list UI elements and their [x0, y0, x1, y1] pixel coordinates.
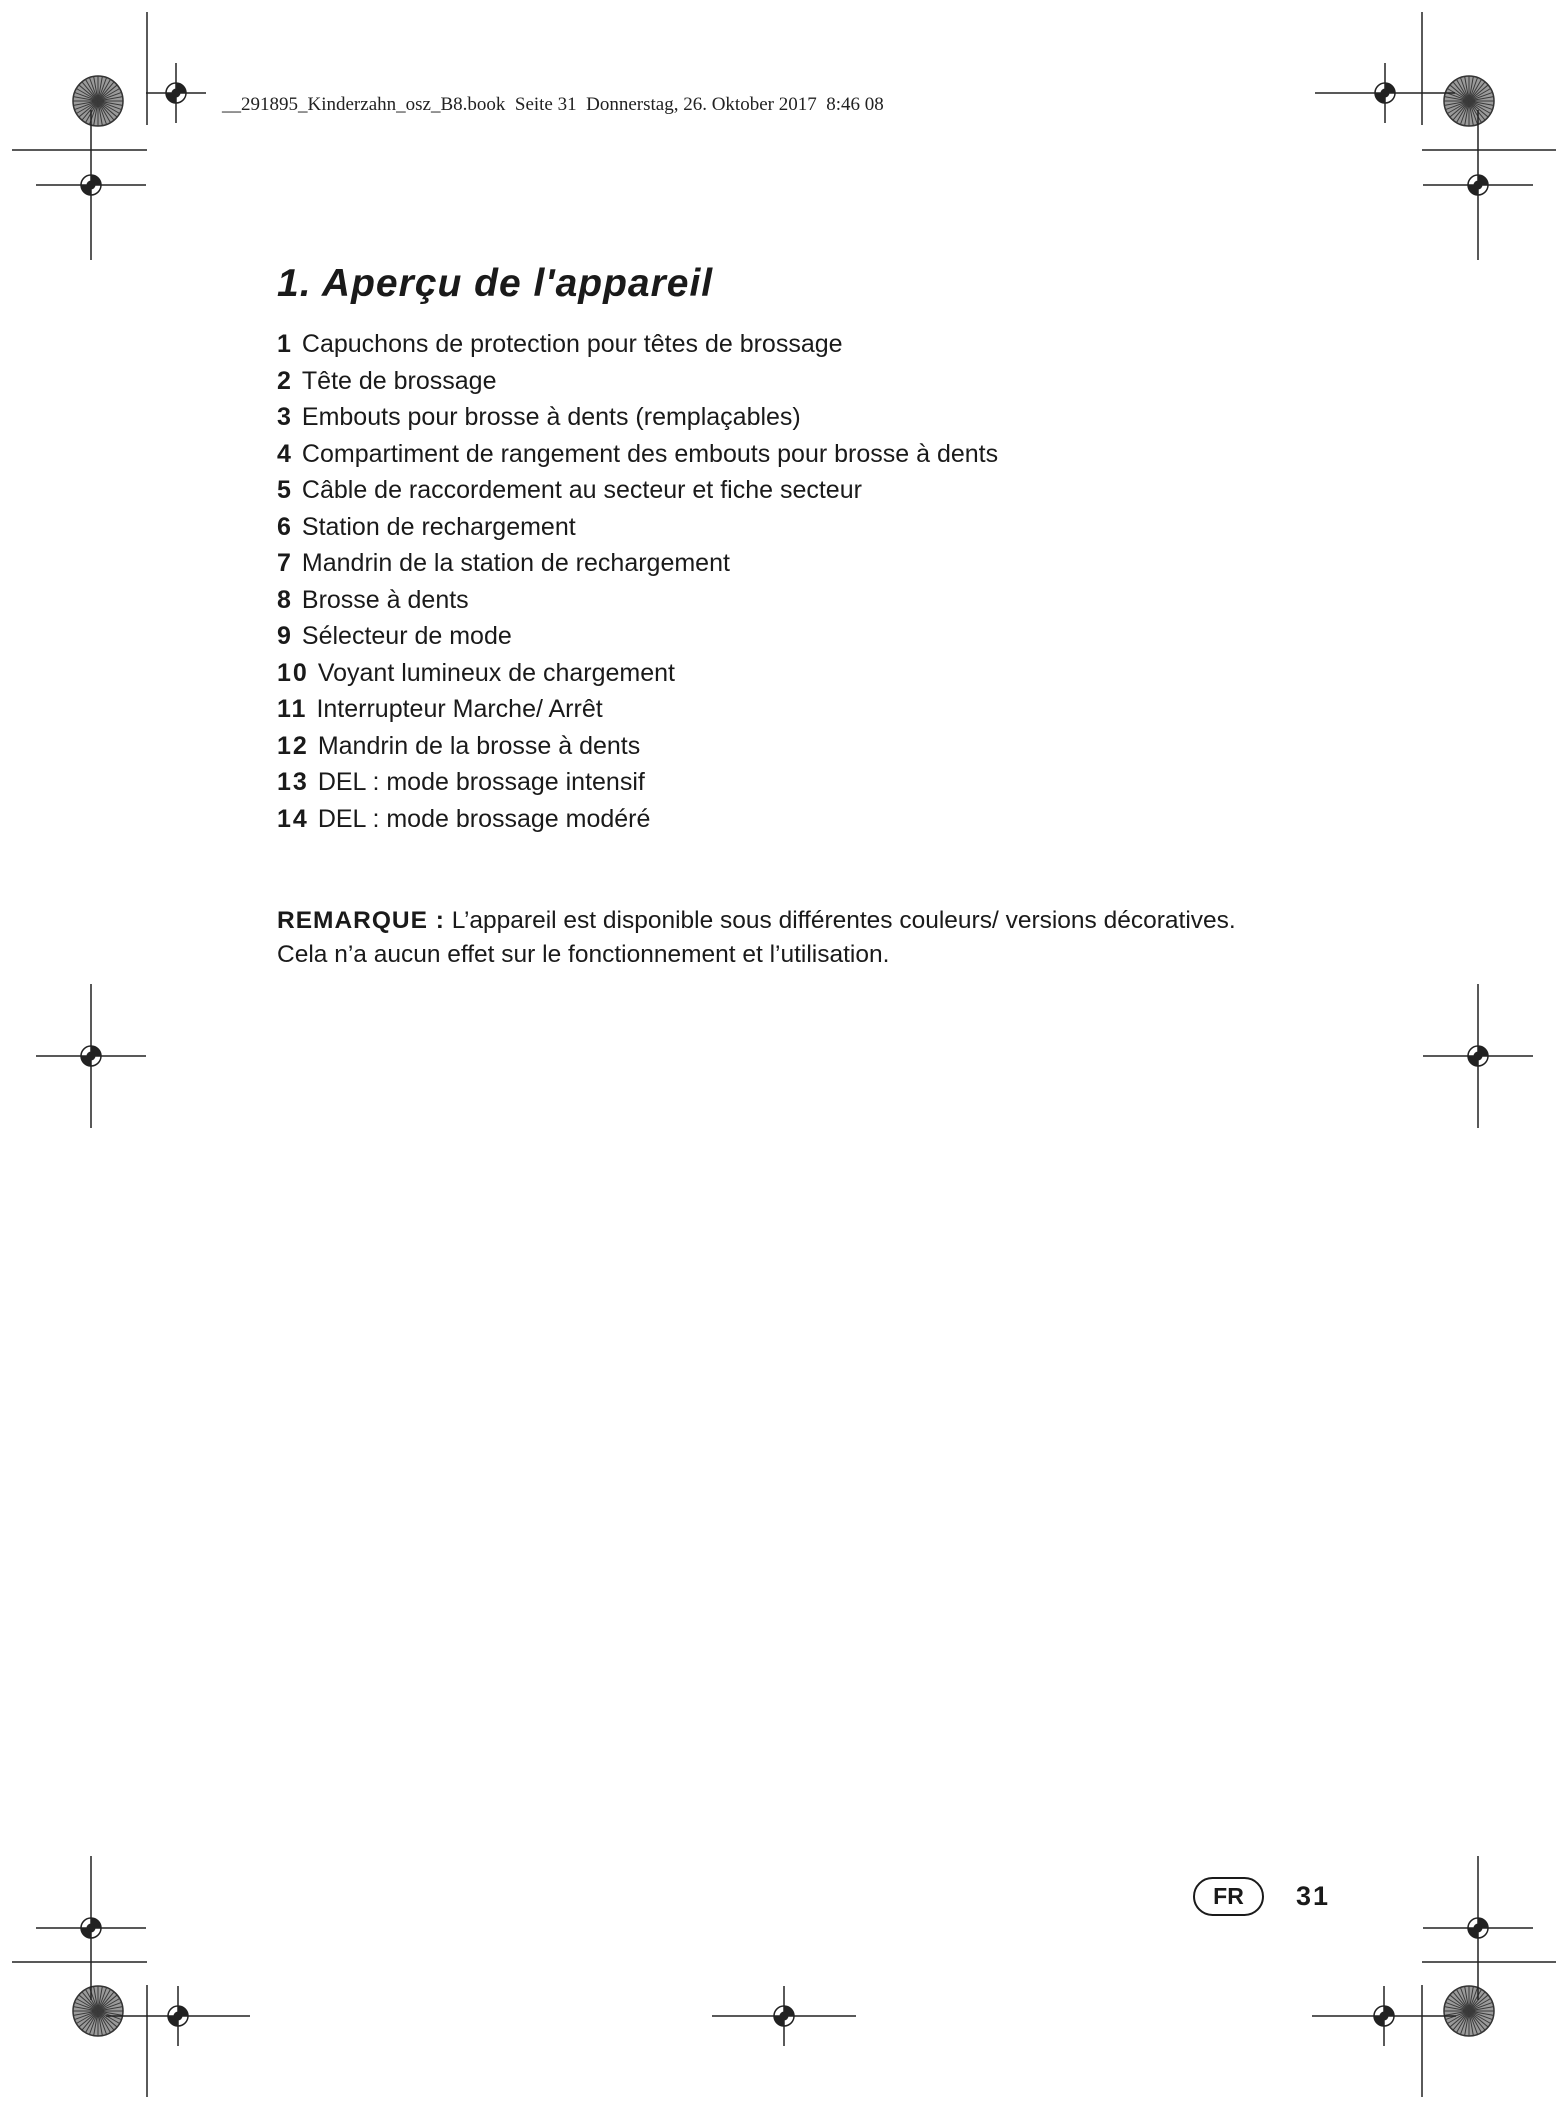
parts-list — [277, 326, 998, 837]
item-number: 2 — [277, 366, 293, 395]
item-number: 12 — [277, 731, 309, 760]
item-number: 1 — [277, 330, 293, 358]
registration-crosshair — [36, 1856, 146, 2000]
item-text: Brosse à dents — [301, 585, 469, 614]
item-number: 3 — [277, 403, 293, 431]
registration-starburst — [73, 1986, 123, 2036]
list-item — [277, 691, 998, 728]
item-text: Sélecteur de mode — [301, 622, 512, 650]
list-item — [277, 618, 998, 655]
list-item — [277, 655, 998, 692]
list-item — [277, 363, 998, 400]
registration-crosshair — [1312, 1986, 1456, 2046]
section-title: 1. Aperçu de l'appareil — [277, 262, 714, 305]
item-text: Interrupteur Marche/ Arrêt — [316, 695, 603, 723]
item-number: 11 — [277, 695, 308, 723]
registration-crosshair — [36, 984, 146, 1128]
registration-crosshair — [1315, 63, 1455, 123]
registration-crosshair — [106, 1986, 250, 2046]
item-text: Mandrin de la brosse à dents — [317, 731, 641, 760]
note-line-2: Cela n’a aucun effet sur le fonctionnement et l’utilisation. — [277, 941, 890, 968]
registration-crosshair — [36, 110, 146, 260]
list-item — [277, 728, 998, 765]
registration-crosshair — [712, 1986, 856, 2046]
list-item — [277, 764, 998, 801]
list-item — [277, 509, 998, 546]
item-text: DEL : mode brossage modéré — [317, 804, 651, 833]
item-number: 13 — [277, 768, 309, 796]
list-item — [277, 582, 998, 619]
list-item — [277, 472, 998, 509]
list-item — [277, 326, 998, 363]
list-item — [277, 545, 998, 582]
item-number: 4 — [277, 439, 293, 468]
list-item — [277, 399, 998, 436]
registration-starburst — [1444, 1986, 1494, 2036]
item-text: Tête de brossage — [301, 366, 497, 395]
item-text: Embouts pour brosse à dents (remplaçables) — [301, 403, 801, 431]
item-number: 10 — [277, 658, 309, 687]
item-text: DEL : mode brossage intensif — [317, 768, 645, 796]
item-number: 6 — [277, 512, 293, 541]
item-number: 5 — [277, 476, 293, 504]
item-number: 9 — [277, 622, 293, 650]
item-text: Station de rechargement — [301, 512, 576, 541]
item-text: Câble de raccordement au secteur et fiche secteur — [301, 476, 862, 504]
registration-crosshair — [146, 63, 206, 123]
language-badge: FR — [1193, 1877, 1264, 1916]
item-text: Compartiment de rangement des embouts pour brosse à dents — [301, 439, 999, 468]
item-text: Capuchons de protection pour têtes de brossage — [301, 330, 843, 358]
item-text: Voyant lumineux de chargement — [317, 658, 675, 687]
item-text: Mandrin de la station de rechargement — [301, 549, 730, 577]
item-number: 14 — [277, 804, 309, 833]
registration-starburst — [1444, 76, 1494, 126]
registration-crosshair — [1423, 110, 1533, 260]
list-item — [277, 801, 998, 838]
item-number: 7 — [277, 549, 293, 577]
note-paragraph — [277, 904, 1377, 972]
list-item — [277, 436, 998, 473]
page-number: 31 — [1296, 1881, 1331, 1911]
registration-starburst — [73, 76, 123, 126]
print-header: __291895_Kinderzahn_osz_B8.book Seite 31 Donnerstag, 26. Oktober 2017 8:46 08 — [222, 94, 884, 115]
item-number: 8 — [277, 585, 293, 614]
note-line-1: L’appareil est disponible sous différentes couleurs/ versions décoratives. — [451, 907, 1236, 934]
note-label: REMARQUE : — [277, 907, 445, 934]
registration-crosshair — [1423, 1856, 1533, 2000]
registration-crosshair — [1423, 984, 1533, 1128]
